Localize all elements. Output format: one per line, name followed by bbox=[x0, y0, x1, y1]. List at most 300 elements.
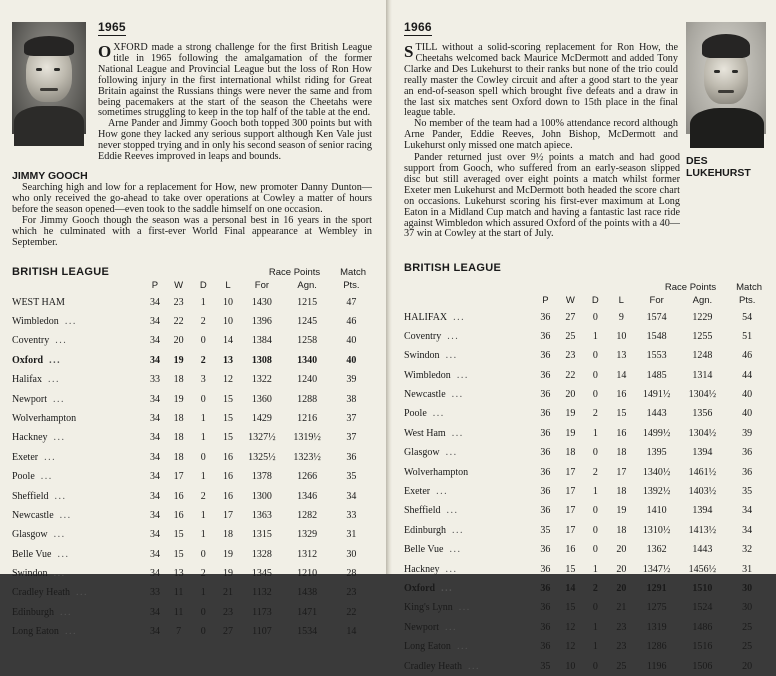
team-cell bbox=[404, 462, 533, 481]
cell-for: 1362 bbox=[646, 544, 667, 556]
cell-p: 36 bbox=[540, 427, 551, 439]
table-row bbox=[12, 486, 372, 505]
cell-d: 1 bbox=[200, 432, 206, 444]
table-row bbox=[12, 409, 372, 428]
cell-p: 34 bbox=[149, 451, 160, 463]
cell-w: 16 bbox=[173, 490, 184, 502]
leader-dots: ... bbox=[468, 660, 481, 672]
cell-for: 1548 bbox=[646, 330, 667, 342]
team-cell bbox=[404, 404, 533, 423]
cell-l: 20 bbox=[616, 544, 627, 556]
table-row bbox=[404, 307, 768, 326]
cell-d: 2 bbox=[592, 466, 598, 478]
cell-for: 1574 bbox=[646, 311, 667, 323]
leader-dots: ... bbox=[64, 626, 77, 638]
league-title: BRITISH LEAGUE bbox=[12, 266, 110, 279]
cell-p: 36 bbox=[540, 505, 551, 517]
leader-dots: ... bbox=[451, 427, 464, 439]
cell-p: 34 bbox=[149, 548, 160, 560]
cell-l: 21 bbox=[616, 602, 627, 614]
cell-agn: 1438 bbox=[297, 587, 318, 599]
team-cell bbox=[404, 598, 533, 617]
table-row bbox=[12, 603, 372, 622]
cell-agn: 1304½ bbox=[688, 427, 717, 439]
leader-dots: ... bbox=[445, 621, 457, 633]
cell-agn: 1534 bbox=[297, 626, 318, 638]
cell-pts: 25 bbox=[742, 621, 753, 633]
cell-agn: 1443 bbox=[692, 544, 713, 556]
cell-p: 34 bbox=[149, 568, 160, 580]
cell-d: 0 bbox=[592, 524, 598, 536]
cell-w: 17 bbox=[565, 524, 576, 536]
cell-d: 2 bbox=[200, 354, 206, 366]
cell-w: 19 bbox=[173, 393, 184, 405]
table-row bbox=[404, 462, 768, 481]
cell-for: 1300 bbox=[251, 490, 272, 502]
leader-dots: ... bbox=[57, 548, 70, 560]
table-row bbox=[404, 482, 768, 501]
cell-agn: 1456½ bbox=[688, 563, 717, 575]
team-name: Glasgow bbox=[404, 447, 440, 459]
cell-p: 34 bbox=[149, 509, 160, 521]
team-name: Wimbledon bbox=[12, 316, 59, 328]
cell-l: 20 bbox=[616, 582, 627, 594]
cell-pts: 35 bbox=[742, 486, 753, 498]
cell-d: 1 bbox=[200, 529, 206, 541]
column-header: D bbox=[591, 294, 599, 306]
cell-d: 0 bbox=[592, 311, 598, 323]
cell-for: 1384 bbox=[251, 335, 272, 347]
table-row bbox=[12, 389, 372, 408]
cell-agn: 1248 bbox=[692, 350, 713, 362]
cell-d: 1 bbox=[200, 587, 206, 599]
team-name: Hackney bbox=[12, 432, 48, 444]
cell-d: 0 bbox=[200, 626, 206, 638]
cell-pts: 20 bbox=[742, 660, 753, 672]
cell-l: 13 bbox=[222, 354, 233, 366]
team-cell bbox=[404, 385, 533, 404]
table-row bbox=[404, 365, 768, 384]
team-cell bbox=[404, 559, 533, 578]
team-name: Long Eaton bbox=[404, 641, 451, 653]
column-header: For bbox=[649, 294, 664, 306]
cell-pts: 40 bbox=[742, 408, 753, 420]
team-name: West Ham bbox=[404, 427, 446, 439]
cell-agn: 1304½ bbox=[688, 389, 717, 401]
team-cell bbox=[12, 389, 144, 408]
cell-l: 19 bbox=[222, 568, 233, 580]
cell-l: 18 bbox=[616, 486, 627, 498]
cell-d: 2 bbox=[200, 568, 206, 580]
cell-pts: 28 bbox=[346, 568, 357, 580]
cell-w: 10 bbox=[565, 660, 576, 672]
table-row bbox=[404, 501, 768, 520]
column-header: Agn. bbox=[297, 279, 317, 291]
cell-pts: 25 bbox=[742, 641, 753, 653]
paragraph: Pander returned just over 9½ points a match and had good support from Gooch, who suffered from an early-season slipped disc but still averaged over eight points a match whilst former Exeter men Lukehurst and McDermott both headed the score chart on occasions. Lukehurst scoring his first-ever maximum at Long Eaton in a Midland Cup match and having a fantastic last race ride against Wimbledon which assured Oxford of the points with a 40—37 win at Cowley at the start of July. bbox=[404, 152, 680, 240]
cell-l: 15 bbox=[222, 412, 233, 424]
cell-w: 16 bbox=[173, 509, 184, 521]
cell-l: 16 bbox=[222, 451, 233, 463]
cell-d: 0 bbox=[592, 447, 598, 459]
column-header: W bbox=[174, 279, 184, 291]
leader-dots: ... bbox=[60, 606, 73, 618]
cell-l: 9 bbox=[618, 311, 624, 323]
cell-for: 1291 bbox=[646, 582, 667, 594]
cell-pts: 34 bbox=[346, 490, 357, 502]
drop-cap: S bbox=[404, 42, 414, 61]
cell-pts: 51 bbox=[742, 330, 753, 342]
cell-for: 1107 bbox=[252, 626, 272, 638]
leader-dots: ... bbox=[55, 335, 68, 347]
cell-w: 14 bbox=[565, 582, 576, 594]
cell-d: 0 bbox=[592, 350, 598, 362]
cell-p: 34 bbox=[149, 412, 160, 424]
cell-agn: 1312 bbox=[297, 548, 318, 560]
table-row bbox=[404, 424, 768, 443]
leader-dots: ... bbox=[445, 563, 458, 575]
cell-l: 14 bbox=[616, 369, 627, 381]
team-name: WEST HAM bbox=[12, 296, 65, 308]
des-lukehurst-photo bbox=[686, 22, 766, 134]
cell-agn: 1210 bbox=[297, 568, 318, 580]
team-cell bbox=[404, 307, 533, 326]
leader-dots: ... bbox=[76, 587, 89, 599]
cell-l: 10 bbox=[222, 316, 233, 328]
team-name: Wolverhampton bbox=[12, 412, 77, 424]
league-table-section bbox=[12, 266, 372, 641]
team-cell bbox=[404, 521, 533, 540]
cell-w: 11 bbox=[173, 587, 184, 599]
column-header: Pts. bbox=[343, 279, 360, 291]
cell-w: 23 bbox=[565, 350, 576, 362]
cell-agn: 1516 bbox=[692, 641, 713, 653]
cell-agn: 1403½ bbox=[688, 486, 717, 498]
leader-dots: ... bbox=[445, 447, 458, 459]
match-label: Match bbox=[736, 282, 762, 294]
cell-w: 15 bbox=[565, 602, 576, 614]
team-cell bbox=[12, 525, 144, 544]
paragraph: No member of the team had a 100% attendance record although Arne Pander, Eddie Reeves, John Bishop, McDermott and Lukehurst only missed one match apiece. bbox=[404, 118, 678, 152]
cell-pts: 30 bbox=[346, 548, 357, 560]
table-header-row bbox=[12, 278, 372, 292]
leader-dots: ... bbox=[432, 408, 445, 420]
cell-p: 36 bbox=[540, 486, 551, 498]
cell-w: 20 bbox=[173, 335, 184, 347]
cell-l: 19 bbox=[616, 505, 627, 517]
cell-agn: 1346 bbox=[297, 490, 318, 502]
cell-d: 1 bbox=[200, 471, 206, 483]
leader-dots: ... bbox=[48, 374, 60, 386]
cell-w: 7 bbox=[176, 626, 182, 638]
team-cell bbox=[404, 482, 533, 501]
cell-p: 36 bbox=[540, 466, 551, 478]
team-name: Belle Vue bbox=[404, 544, 444, 556]
cell-pts: 40 bbox=[346, 354, 357, 366]
article-text bbox=[404, 43, 678, 152]
cell-agn: 1413½ bbox=[688, 524, 717, 536]
table-row bbox=[12, 351, 372, 370]
cell-l: 17 bbox=[222, 509, 233, 521]
cell-pts: 31 bbox=[346, 529, 357, 541]
cell-pts: 39 bbox=[742, 427, 753, 439]
cell-p: 36 bbox=[540, 563, 551, 575]
cell-for: 1347½ bbox=[642, 563, 671, 575]
table-row bbox=[404, 327, 768, 346]
team-cell bbox=[404, 501, 533, 520]
leader-dots: ... bbox=[449, 544, 462, 556]
team-name: Belle Vue bbox=[12, 548, 52, 560]
table-row bbox=[12, 525, 372, 544]
race-points-label: Race Points bbox=[268, 267, 321, 279]
cell-l: 15 bbox=[222, 432, 233, 444]
table-row bbox=[12, 312, 372, 331]
leader-dots: ... bbox=[436, 486, 449, 498]
team-cell bbox=[404, 443, 533, 462]
cell-agn: 1510 bbox=[692, 582, 713, 594]
cell-p: 34 bbox=[149, 393, 160, 405]
cell-d: 0 bbox=[592, 505, 598, 517]
cell-d: 0 bbox=[592, 602, 598, 614]
team-cell bbox=[12, 486, 144, 505]
team-cell bbox=[12, 583, 144, 602]
cell-l: 13 bbox=[616, 350, 627, 362]
leader-dots: ... bbox=[456, 641, 469, 653]
leader-dots: ... bbox=[447, 330, 460, 342]
cell-l: 16 bbox=[616, 389, 627, 401]
cell-agn: 1394 bbox=[692, 505, 713, 517]
team-cell bbox=[12, 370, 144, 389]
team-cell bbox=[404, 365, 533, 384]
cell-pts: 36 bbox=[742, 466, 753, 478]
cell-agn: 1329 bbox=[297, 529, 318, 541]
cell-p: 34 bbox=[149, 432, 160, 444]
cell-p: 34 bbox=[149, 529, 160, 541]
team-name: Hackney bbox=[404, 563, 440, 575]
team-cell bbox=[12, 545, 144, 564]
cell-agn: 1340 bbox=[297, 354, 318, 366]
team-name: Exeter bbox=[404, 486, 431, 498]
jimmy-gooch-photo bbox=[12, 22, 86, 134]
cell-for: 1485 bbox=[646, 369, 667, 381]
team-cell bbox=[404, 618, 533, 637]
cell-w: 11 bbox=[173, 606, 184, 618]
cell-w: 18 bbox=[173, 374, 184, 386]
cell-p: 36 bbox=[540, 350, 551, 362]
table-row bbox=[404, 618, 768, 637]
team-cell bbox=[12, 351, 144, 370]
team-cell bbox=[404, 346, 533, 365]
cell-for: 1443 bbox=[646, 408, 667, 420]
cell-pts: 31 bbox=[742, 563, 753, 575]
cell-for: 1392½ bbox=[642, 486, 671, 498]
paragraph: Searching high and low for a replacement for How, new promoter Danny Dunton—who only received the go-ahead to take over operations at Cowley a matter of hours before the season opened—even took to the saddle himself on one occasion. bbox=[12, 182, 372, 215]
cell-agn: 1461½ bbox=[688, 466, 717, 478]
cell-for: 1319 bbox=[646, 621, 667, 633]
team-name: Edinburgh bbox=[12, 606, 55, 618]
league-title: BRITISH LEAGUE bbox=[404, 262, 502, 275]
cell-l: 18 bbox=[222, 529, 233, 541]
cell-pts: 37 bbox=[346, 432, 357, 444]
team-name: Newcastle bbox=[12, 509, 54, 521]
table-row bbox=[404, 346, 768, 365]
cell-l: 18 bbox=[616, 524, 627, 536]
cell-for: 1345 bbox=[251, 568, 272, 580]
cell-l: 10 bbox=[616, 330, 627, 342]
paragraph: For Jimmy Gooch though the season was a personal best in 16 years in the sport which he culminated with a first-ever World Final appearance at Wembley in September. bbox=[12, 214, 372, 248]
team-cell bbox=[404, 579, 533, 598]
column-header: P bbox=[542, 294, 549, 306]
team-cell bbox=[12, 506, 144, 525]
cell-for: 1196 bbox=[646, 660, 667, 672]
cell-d: 0 bbox=[592, 389, 598, 401]
cell-w: 20 bbox=[565, 389, 576, 401]
cell-agn: 1356 bbox=[692, 408, 713, 420]
cell-l: 16 bbox=[616, 427, 627, 439]
table-row bbox=[404, 404, 768, 423]
team-name: Poole bbox=[404, 408, 427, 420]
right-intro bbox=[404, 18, 768, 152]
cell-w: 17 bbox=[565, 505, 576, 517]
right-photo-column bbox=[686, 18, 768, 152]
cell-d: 1 bbox=[592, 563, 598, 575]
cell-d: 2 bbox=[592, 582, 598, 594]
team-name: Long Eaton bbox=[12, 626, 59, 638]
cell-w: 15 bbox=[173, 548, 184, 560]
cell-pts: 44 bbox=[742, 369, 753, 381]
cell-p: 34 bbox=[149, 354, 160, 366]
team-cell bbox=[404, 637, 533, 656]
cell-l: 23 bbox=[616, 621, 627, 633]
column-header: Pts. bbox=[738, 294, 756, 306]
cell-for: 1132 bbox=[252, 587, 272, 599]
team-cell bbox=[12, 448, 144, 467]
cell-for: 1325½ bbox=[248, 451, 276, 463]
cell-agn: 1486 bbox=[692, 621, 713, 633]
cell-d: 0 bbox=[200, 451, 206, 463]
cell-p: 35 bbox=[540, 524, 551, 536]
paragraph: STILL without a solid-scoring replacement for Ron How, the Cheetahs welcomed back Maurice McDermott and added Tony Clarke and Des Lukehurst to their ranks but none of the trio could really master the Cowley circuit and after a good start to the year an end-of-season spell which brought five defeats and a draw in the last six matches sent Oxford down to 15th place in the final league table. bbox=[404, 42, 678, 119]
team-name: Newcastle bbox=[404, 389, 446, 401]
cell-l: 10 bbox=[222, 296, 233, 308]
cell-for: 1173 bbox=[252, 606, 272, 618]
cell-p: 36 bbox=[540, 447, 551, 459]
cell-d: 1 bbox=[592, 330, 598, 342]
cell-w: 19 bbox=[173, 354, 184, 366]
cell-l: 20 bbox=[616, 563, 627, 575]
table-row bbox=[12, 467, 372, 486]
team-header bbox=[12, 278, 144, 292]
cell-l: 27 bbox=[222, 626, 233, 638]
column-header: W bbox=[565, 294, 575, 306]
team-name: Halifax bbox=[12, 374, 42, 386]
cell-d: 1 bbox=[200, 412, 206, 424]
leader-dots: ... bbox=[446, 505, 459, 517]
cell-pts: 34 bbox=[742, 524, 753, 536]
table-row bbox=[12, 448, 372, 467]
match-label: Match bbox=[340, 267, 366, 279]
photo-caption: JIMMY GOOCH bbox=[12, 170, 88, 182]
cell-d: 0 bbox=[200, 548, 206, 560]
column-header: For bbox=[254, 279, 270, 291]
cell-w: 27 bbox=[565, 311, 576, 323]
leader-dots: ... bbox=[40, 471, 53, 483]
table-row bbox=[12, 370, 372, 389]
cell-w: 22 bbox=[565, 369, 576, 381]
cell-w: 25 bbox=[565, 330, 576, 342]
team-name: Swindon bbox=[12, 568, 48, 580]
photo-caption: DES LUKEHURST bbox=[686, 155, 751, 180]
cell-agn: 1266 bbox=[297, 471, 318, 483]
team-name: Newport bbox=[12, 393, 47, 405]
leader-dots: ... bbox=[458, 602, 471, 614]
cell-l: 17 bbox=[616, 466, 627, 478]
cell-agn: 1314 bbox=[692, 369, 713, 381]
cell-agn: 1524 bbox=[692, 602, 713, 614]
standings-table bbox=[12, 278, 372, 641]
cell-for: 1275 bbox=[646, 602, 667, 614]
leader-dots: ... bbox=[53, 393, 65, 405]
cell-for: 1396 bbox=[251, 316, 272, 328]
leader-dots: ... bbox=[59, 509, 72, 521]
cell-for: 1327½ bbox=[248, 432, 276, 444]
cell-agn: 1215 bbox=[297, 296, 318, 308]
cell-pts: 39 bbox=[346, 374, 357, 386]
drop-cap: O bbox=[98, 42, 112, 61]
cell-w: 18 bbox=[173, 451, 184, 463]
cell-d: 0 bbox=[200, 335, 206, 347]
team-header bbox=[404, 293, 533, 307]
cell-d: 0 bbox=[592, 660, 598, 672]
team-cell bbox=[12, 428, 144, 447]
cell-for: 1308 bbox=[251, 354, 272, 366]
cell-w: 18 bbox=[173, 412, 184, 424]
cell-pts: 54 bbox=[742, 311, 753, 323]
cell-d: 1 bbox=[200, 296, 206, 308]
leader-dots: ... bbox=[451, 389, 464, 401]
cell-pts: 36 bbox=[742, 447, 753, 459]
table-row bbox=[404, 579, 768, 598]
team-name: Poole bbox=[12, 471, 35, 483]
paragraph: OXFORD made a strong challenge for the first British League title in 1965 following the amalgamation of the former National League and Provincial League but the loss of Ron How following injury in the first international whilst riding for Great Britain against the Russians things were never the same and from being pacemakers at the start of the season the Cheetahs were sometimes struggling to keep in the top half of the table at the end. bbox=[98, 42, 372, 119]
cell-l: 16 bbox=[222, 490, 233, 502]
cell-p: 34 bbox=[149, 471, 160, 483]
table-row bbox=[12, 331, 372, 350]
cell-l: 23 bbox=[616, 641, 627, 653]
cell-pts: 40 bbox=[346, 335, 357, 347]
table-row bbox=[404, 521, 768, 540]
team-cell bbox=[404, 540, 533, 559]
cell-p: 34 bbox=[149, 316, 160, 328]
cell-w: 17 bbox=[565, 466, 576, 478]
cell-for: 1499½ bbox=[642, 427, 671, 439]
team-name: King's Lynn bbox=[404, 602, 453, 614]
leader-dots: ... bbox=[44, 451, 57, 463]
cell-for: 1315 bbox=[251, 529, 272, 541]
column-header: D bbox=[199, 279, 207, 291]
cell-l: 19 bbox=[222, 548, 233, 560]
right-lower-text bbox=[404, 153, 768, 240]
cell-agn: 1319½ bbox=[293, 432, 321, 444]
column-groups bbox=[269, 267, 366, 278]
cell-for: 1395 bbox=[646, 447, 667, 459]
cell-pts: 46 bbox=[742, 350, 753, 362]
left-photo-column bbox=[12, 18, 90, 182]
cell-w: 16 bbox=[565, 544, 576, 556]
team-cell bbox=[404, 656, 533, 675]
cell-pts: 30 bbox=[742, 602, 753, 614]
table-heading-row bbox=[12, 266, 372, 278]
